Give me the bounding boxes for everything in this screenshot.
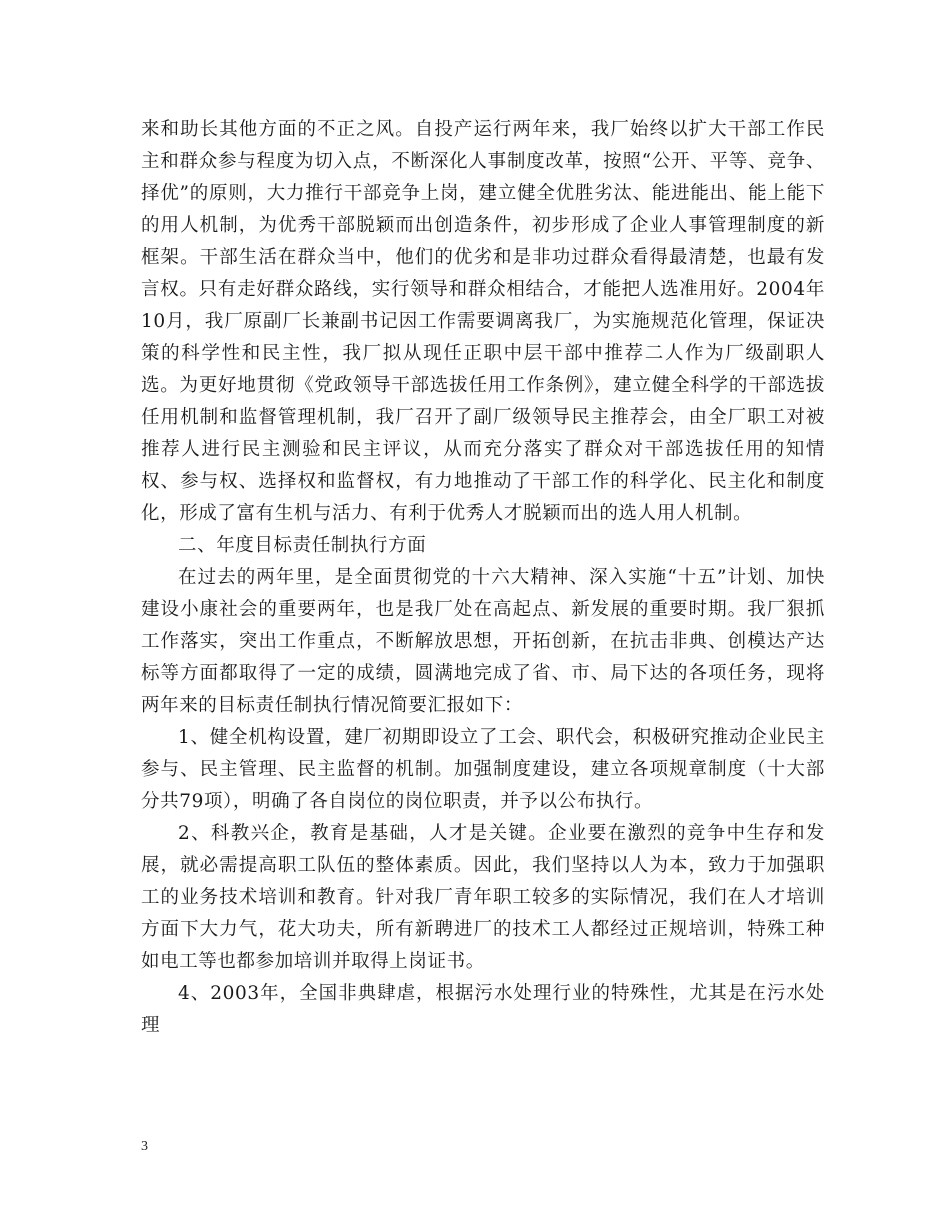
document-body: [141, 114, 825, 1042]
paragraph-two-year-overview: 在过去的两年里，是全面贯彻党的十六大精神、深入实施“十五”计划、加快建设小康社会的重要两年，也是我厂处在高起点、新发展的重要时期。我厂狠抓工作落实，突出工作重点，不断解放思想，开拓创新，在抗击非典、创模达产达标等方面都取得了一定的成绩，圆满地完成了省、市、局下达的各项任务，现将两年来的目标责任制执行情况简要汇报如下：: [141, 567, 825, 716]
page-number: 3: [141, 1139, 148, 1154]
paragraph-item-1-organization: 1、健全机构设置，建厂初期即设立了工会、职代会，积极研究推动企业民主参与、民主管理、民主监督的机制。加强制度建设，建立各项规章制度（十大部分共79项），明确了各自岗位的岗位职责，并予以公布执行。: [141, 727, 825, 812]
section-heading-target-responsibility: 二、年度目标责任制执行方面: [178, 535, 427, 556]
paragraph-item-2-education: 2、科教兴企，教育是基础，人才是关键。企业要在激烈的竞争中生存和发展，就必需提高职工队伍的整体素质。因此，我们坚持以人为本，致力于加强职工的业务技术培训和教育。针对我厂青年职工较多的实际情况，我们在人才培训方面下大力气，花大功夫，所有新聘进厂的技术工人都经过正规培训，特殊工种如电工等也都参加培训并取得上岗证书。: [141, 823, 825, 972]
paragraph-personnel-reform: 来和助长其他方面的不正之风。自投产运行两年来，我厂始终以扩大干部工作民主和群众参与程度为切入点，不断深化人事制度改革，按照“公开、平等、竞争、择优”的原则，大力推行干部竞争上岗，建立健全优胜劣汰、能进能出、能上能下的用人机制，为优秀干部脱颖而出创造条件，初步形成了企业人事管理制度的新框架。干部生活在群众当中，他们的优劣和是非功过群众看得最清楚，也最有发言权。只有走好群众路线，实行领导和群众相结合，才能把人选准用好。2004年10月，我厂原副厂长兼副书记因工作需要调离我厂，为实施规范化管理，保证决策的科学性和民主性，我厂拟从现任正职中层干部中推荐二人作为厂级副职人选。为更好地贯彻《党政领导干部选拔任用工作条例》，建立健全科学的干部选拔任用机制和监督管理机制，我厂召开了副厂级领导民主推荐会，由全厂职工对被推荐人进行民主测验和民主评议，从而充分落实了群众对干部选拔任用的知情权、参与权、选择权和监督权，有力地推动了干部工作的科学化、民主化和制度化，形成了富有生机与活力、有利于优秀人才脱颖而出的选人用人机制。: [141, 119, 825, 524]
paragraph-item-4-sars: 4、2003年，全国非典肆虐，根据污水处理行业的特殊性，尤其是在污水处理: [141, 983, 825, 1036]
